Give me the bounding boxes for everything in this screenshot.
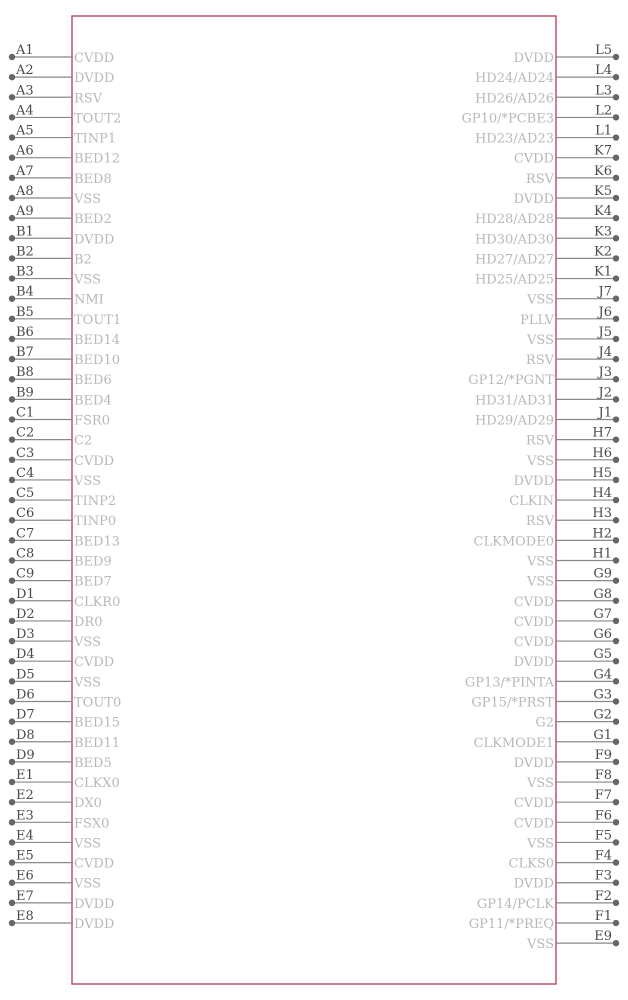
pin-number: L1 xyxy=(595,123,612,139)
pin-end-dot xyxy=(613,477,619,483)
pin-number: J3 xyxy=(598,365,612,381)
pin-number: J2 xyxy=(598,385,612,401)
pin-number: E3 xyxy=(16,808,34,824)
pin-end-dot xyxy=(9,718,15,724)
pin-name: CLKR0 xyxy=(74,594,121,610)
pin-end-dot xyxy=(613,195,619,201)
pin-end-dot xyxy=(613,517,619,523)
pin-name: CVDD xyxy=(513,614,554,630)
pin-end-dot xyxy=(613,658,619,664)
pin-end-dot xyxy=(613,779,619,785)
pin-number: D5 xyxy=(16,667,35,683)
pin-number: H1 xyxy=(592,546,612,562)
pin-number: C4 xyxy=(16,465,35,481)
pin-name: VSS xyxy=(74,635,101,651)
pin-end-dot xyxy=(613,295,619,301)
pin-name: HD28/AD28 xyxy=(474,212,554,228)
pin-number: L3 xyxy=(595,83,612,99)
pin-number: F6 xyxy=(594,808,612,824)
pin-name: HD27/AD27 xyxy=(474,252,554,268)
pin-end-dot xyxy=(9,74,15,80)
pin-end-dot xyxy=(613,255,619,261)
pin-name: HD25/AD25 xyxy=(474,272,554,288)
pin-end-dot xyxy=(613,416,619,422)
pin-name: DR0 xyxy=(74,614,103,630)
pin-number: C7 xyxy=(16,526,35,542)
pin-end-dot xyxy=(9,859,15,865)
pin-name: DVDD xyxy=(74,917,115,933)
pin-number: E5 xyxy=(16,848,34,864)
pin-end-dot xyxy=(613,155,619,161)
pin-name: VSS xyxy=(527,574,554,590)
pin-end-dot xyxy=(9,638,15,644)
pin-end-dot xyxy=(9,175,15,181)
pin-name: DVDD xyxy=(74,896,115,912)
pin-end-dot xyxy=(9,779,15,785)
pin-name: C2 xyxy=(74,433,93,449)
pin-number: J6 xyxy=(598,304,612,320)
pin-end-dot xyxy=(9,457,15,463)
pin-number: L2 xyxy=(595,103,612,119)
pin-number: D6 xyxy=(16,687,35,703)
pin-number: C2 xyxy=(16,425,35,441)
pin-number: B7 xyxy=(16,345,34,361)
pin-number: J4 xyxy=(598,345,612,361)
pin-end-dot xyxy=(9,195,15,201)
pin-number: F1 xyxy=(594,909,612,925)
pin-name: CVDD xyxy=(513,635,554,651)
pin-end-dot xyxy=(613,718,619,724)
pin-end-dot xyxy=(613,839,619,845)
pin-name: DVDD xyxy=(513,473,554,489)
pin-end-dot xyxy=(9,255,15,261)
pin-number: K4 xyxy=(594,204,612,220)
pin-end-dot xyxy=(613,598,619,604)
pin-name: BED14 xyxy=(74,332,121,348)
pin-number: A4 xyxy=(16,103,34,119)
pin-name: HD30/AD30 xyxy=(474,232,554,248)
pin-end-dot xyxy=(9,537,15,543)
pin-end-dot xyxy=(9,739,15,745)
pin-name: CVDD xyxy=(74,51,115,66)
pin-end-dot xyxy=(9,316,15,322)
pin-name: VSS xyxy=(74,675,101,691)
pin-number: E1 xyxy=(16,768,34,784)
pin-end-dot xyxy=(9,658,15,664)
pin-number: G8 xyxy=(593,586,612,602)
pin-number: D2 xyxy=(16,606,35,622)
pin-number: J1 xyxy=(598,405,612,421)
pin-number: C1 xyxy=(16,405,35,421)
pin-name: DVDD xyxy=(513,876,554,892)
pin-end-dot xyxy=(613,235,619,241)
pin-number: H2 xyxy=(592,526,612,542)
pin-end-dot xyxy=(9,839,15,845)
pin-name: CVDD xyxy=(513,796,554,812)
pin-end-dot xyxy=(613,336,619,342)
pin-number: F9 xyxy=(594,747,612,763)
pin-name: BED13 xyxy=(74,534,121,550)
pin-end-dot xyxy=(9,678,15,684)
pin-end-dot xyxy=(613,497,619,503)
pin-number: B1 xyxy=(16,224,34,240)
pin-number: G2 xyxy=(593,707,612,723)
pin-end-dot xyxy=(9,497,15,503)
pin-number: C3 xyxy=(16,445,35,461)
pin-name: PLLV xyxy=(520,312,554,328)
pin-end-dot xyxy=(613,376,619,382)
right-pin-J3 xyxy=(468,365,619,388)
pin-name: HD31/AD31 xyxy=(474,393,554,409)
pin-number: A7 xyxy=(16,163,34,179)
pin-number: H4 xyxy=(592,486,612,502)
pin-end-dot xyxy=(613,819,619,825)
pin-name: DVDD xyxy=(513,755,554,771)
pin-end-dot xyxy=(613,739,619,745)
pin-number: E4 xyxy=(16,828,34,844)
pin-end-dot xyxy=(9,155,15,161)
pin-end-dot xyxy=(9,396,15,402)
pin-end-dot xyxy=(9,517,15,523)
pin-number: H7 xyxy=(592,425,612,441)
pin-end-dot xyxy=(9,799,15,805)
pin-end-dot xyxy=(9,698,15,704)
pin-number: E6 xyxy=(16,868,34,884)
pin-end-dot xyxy=(9,598,15,604)
pin-name: GP12/*PGNT xyxy=(468,373,554,389)
pin-number: K2 xyxy=(594,244,612,260)
pin-end-dot xyxy=(613,900,619,906)
pin-end-dot xyxy=(9,376,15,382)
pin-number: F7 xyxy=(594,788,612,804)
pin-name: DVDD xyxy=(513,191,554,207)
pin-name: G2 xyxy=(535,715,554,731)
pin-name: B2 xyxy=(74,252,92,268)
pin-name: CVDD xyxy=(74,655,115,671)
right-pin-column xyxy=(461,43,619,952)
pin-number: B5 xyxy=(16,304,34,320)
pin-end-dot xyxy=(613,940,619,946)
pin-name: BED11 xyxy=(74,735,121,751)
pin-name: CVDD xyxy=(513,816,554,832)
pin-number: K6 xyxy=(594,163,612,179)
pin-number: D3 xyxy=(16,627,35,643)
pin-number: F2 xyxy=(594,888,612,904)
pin-end-dot xyxy=(9,215,15,221)
pin-number: C6 xyxy=(16,506,35,522)
pin-name: BED6 xyxy=(74,373,112,389)
pin-name: BED12 xyxy=(74,151,121,167)
pin-name: TINP2 xyxy=(74,494,117,510)
pin-number: B6 xyxy=(16,324,34,340)
pin-end-dot xyxy=(613,316,619,322)
pin-name: HD24/AD24 xyxy=(474,71,554,87)
pin-number: J7 xyxy=(598,284,612,300)
pin-name: CVDD xyxy=(513,594,554,610)
pin-number: D9 xyxy=(16,747,35,763)
pin-name: DVDD xyxy=(74,71,115,87)
pin-name: FSX0 xyxy=(74,816,110,832)
pin-name: VSS xyxy=(74,473,101,489)
pin-number: G3 xyxy=(593,687,612,703)
pin-name: CVDD xyxy=(74,856,115,872)
pin-name: VSS xyxy=(527,453,554,469)
ic-body-outline xyxy=(72,16,556,984)
pin-number: F8 xyxy=(594,768,612,784)
pin-number: H3 xyxy=(592,506,612,522)
pin-end-dot xyxy=(9,356,15,362)
pin-number: A8 xyxy=(16,183,34,199)
pin-name: TINP1 xyxy=(74,131,117,147)
pin-name: BED5 xyxy=(74,755,112,771)
pin-number: G5 xyxy=(593,647,612,663)
pin-end-dot xyxy=(9,577,15,583)
pin-end-dot xyxy=(9,295,15,301)
pin-name: HD29/AD29 xyxy=(474,413,554,429)
pin-end-dot xyxy=(613,54,619,60)
pin-end-dot xyxy=(9,880,15,886)
pin-name: FSR0 xyxy=(74,413,110,429)
pin-end-dot xyxy=(9,557,15,563)
pin-name: TOUT2 xyxy=(74,111,122,127)
pin-name: HD26/AD26 xyxy=(474,91,554,107)
pin-name: TOUT1 xyxy=(74,312,122,328)
pin-end-dot xyxy=(613,537,619,543)
pin-end-dot xyxy=(613,577,619,583)
pin-name: RSV xyxy=(74,91,103,107)
pin-number: G6 xyxy=(593,627,612,643)
pin-end-dot xyxy=(613,759,619,765)
pin-number: B4 xyxy=(16,284,34,300)
pin-number: F5 xyxy=(594,828,612,844)
pin-end-dot xyxy=(9,235,15,241)
pin-end-dot xyxy=(613,678,619,684)
pin-number: A6 xyxy=(16,143,34,159)
pin-name: RSV xyxy=(525,353,554,369)
left-pin-column xyxy=(9,43,121,932)
pin-number: G7 xyxy=(593,606,612,622)
pin-number: K5 xyxy=(594,183,612,199)
pin-end-dot xyxy=(9,436,15,442)
pin-name: GP13/*PINTA xyxy=(464,675,554,691)
pin-number: J5 xyxy=(598,324,612,340)
pin-end-dot xyxy=(613,618,619,624)
pin-end-dot xyxy=(613,920,619,926)
pin-name: BED9 xyxy=(74,554,112,570)
pin-name: VSS xyxy=(74,836,101,852)
pin-name: BED7 xyxy=(74,574,112,590)
pin-number: A9 xyxy=(16,204,34,220)
pin-end-dot xyxy=(9,759,15,765)
pin-end-dot xyxy=(9,416,15,422)
pin-name: DVDD xyxy=(513,51,554,66)
pin-end-dot xyxy=(613,175,619,181)
pin-number: D7 xyxy=(16,707,35,723)
pin-name: DVDD xyxy=(513,655,554,671)
pin-number: B3 xyxy=(16,264,34,280)
pin-end-dot xyxy=(613,859,619,865)
pin-end-dot xyxy=(613,74,619,80)
pin-name: NMI xyxy=(74,292,104,308)
pin-number: E7 xyxy=(16,888,34,904)
pin-end-dot xyxy=(9,114,15,120)
pin-name: BED8 xyxy=(74,171,112,187)
pin-end-dot xyxy=(9,134,15,140)
pin-name: VSS xyxy=(74,876,101,892)
pin-number: A3 xyxy=(16,83,34,99)
pin-name: VSS xyxy=(527,292,554,308)
pin-end-dot xyxy=(613,94,619,100)
pin-name: CLKS0 xyxy=(508,856,554,872)
pin-number: G9 xyxy=(593,566,612,582)
pin-name: CLKX0 xyxy=(74,776,120,792)
pin-name: BED10 xyxy=(74,353,121,369)
pin-number: L4 xyxy=(595,63,612,79)
pin-number: G1 xyxy=(593,727,612,743)
pin-end-dot xyxy=(613,356,619,362)
pin-name: CLKMODE0 xyxy=(473,534,554,550)
pin-end-dot xyxy=(613,457,619,463)
pin-number: C9 xyxy=(16,566,35,582)
pin-end-dot xyxy=(613,114,619,120)
pin-name: RSV xyxy=(525,514,554,530)
pin-end-dot xyxy=(9,900,15,906)
pin-number: K7 xyxy=(594,143,612,159)
pin-number: L5 xyxy=(595,43,612,58)
pin-number: H5 xyxy=(592,465,612,481)
pin-number: B2 xyxy=(16,244,34,260)
pin-number: B8 xyxy=(16,365,34,381)
pin-end-dot xyxy=(613,396,619,402)
pin-number: B9 xyxy=(16,385,34,401)
pin-end-dot xyxy=(9,477,15,483)
pin-number: H6 xyxy=(592,445,612,461)
pin-number: A1 xyxy=(16,43,34,58)
pin-name: VSS xyxy=(74,272,101,288)
pin-name: RSV xyxy=(525,433,554,449)
pin-number: F4 xyxy=(594,848,612,864)
pin-name: TINP0 xyxy=(74,514,117,530)
pin-number: D1 xyxy=(16,586,35,602)
pin-end-dot xyxy=(9,275,15,281)
pin-name: VSS xyxy=(74,191,101,207)
pin-name: VSS xyxy=(527,554,554,570)
pin-name: GP14/PCLK xyxy=(476,896,554,912)
pin-name: TOUT0 xyxy=(74,695,122,711)
pin-name: BED4 xyxy=(74,393,112,409)
pin-end-dot xyxy=(613,799,619,805)
pin-name: VSS xyxy=(527,836,554,852)
pin-end-dot xyxy=(9,920,15,926)
pin-number: G4 xyxy=(593,667,612,683)
pin-end-dot xyxy=(613,698,619,704)
pin-end-dot xyxy=(9,94,15,100)
pin-number: C5 xyxy=(16,486,35,502)
pin-end-dot xyxy=(613,275,619,281)
pin-end-dot xyxy=(613,880,619,886)
pin-name: BED2 xyxy=(74,212,112,228)
pin-end-dot xyxy=(613,557,619,563)
pin-name: GP15/*PRST xyxy=(471,695,554,711)
left-pin-E8 xyxy=(9,909,115,932)
pin-name: RSV xyxy=(525,171,554,187)
pin-number: D8 xyxy=(16,727,35,743)
pin-name: CLKMODE1 xyxy=(473,735,554,751)
pin-end-dot xyxy=(613,215,619,221)
pin-number: D4 xyxy=(16,647,35,663)
pin-number: A5 xyxy=(16,123,34,139)
pin-name: GP10/*PCBE3 xyxy=(461,111,554,127)
pin-end-dot xyxy=(9,819,15,825)
pin-end-dot xyxy=(613,436,619,442)
pin-name: VSS xyxy=(527,937,554,953)
pin-name: BED15 xyxy=(74,715,121,731)
pin-name: DX0 xyxy=(74,796,102,812)
pin-end-dot xyxy=(9,618,15,624)
pin-number: E9 xyxy=(594,929,612,945)
pin-end-dot xyxy=(613,134,619,140)
pin-end-dot xyxy=(9,336,15,342)
pin-number: C8 xyxy=(16,546,35,562)
pin-end-dot xyxy=(9,54,15,60)
pin-number: F3 xyxy=(594,868,612,884)
pin-name: VSS xyxy=(527,776,554,792)
pin-name: CVDD xyxy=(74,453,115,469)
pin-end-dot xyxy=(613,638,619,644)
pin-number: A2 xyxy=(16,63,34,79)
right-pin-E9 xyxy=(526,929,619,952)
pin-number: E2 xyxy=(16,788,34,804)
pin-name: HD23/AD23 xyxy=(474,131,554,147)
pin-number: K3 xyxy=(594,224,612,240)
pin-number: K1 xyxy=(594,264,612,280)
pin-name: CLKIN xyxy=(509,494,554,510)
pin-name: GP11/*PREQ xyxy=(468,917,554,933)
pin-name: VSS xyxy=(527,332,554,348)
pin-number: E8 xyxy=(16,909,34,925)
pin-name: CVDD xyxy=(513,151,554,167)
pin-name: DVDD xyxy=(74,232,115,248)
